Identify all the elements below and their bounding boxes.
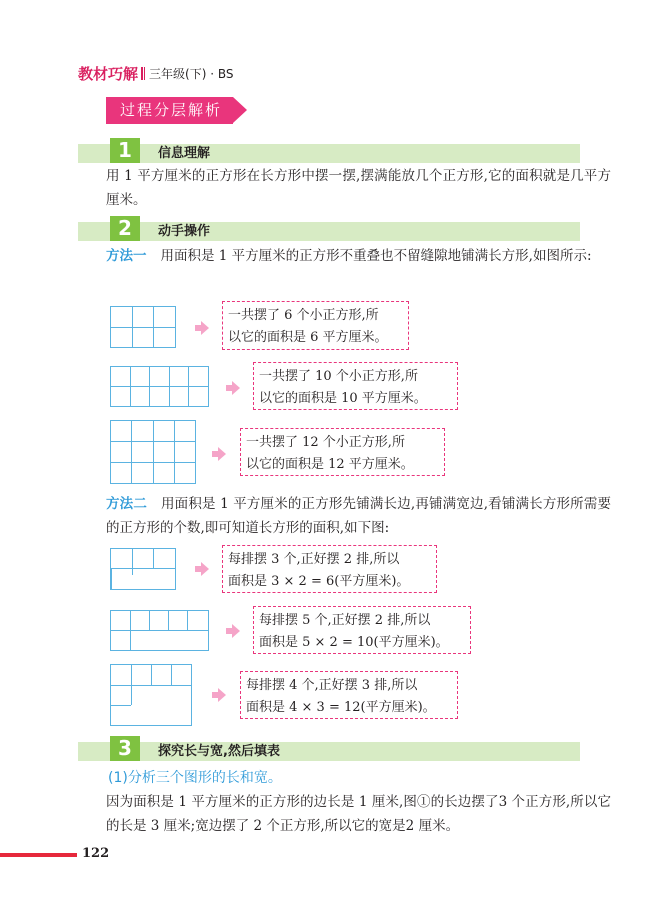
method2-label: 方法二 bbox=[106, 496, 148, 512]
section-title: 探究长与宽,然后填表 bbox=[158, 744, 280, 759]
grade-label: 三年级(下) · BS bbox=[149, 67, 234, 81]
info-paragraph: 用 1 平方厘米的正方形在长方形中摆一摆,摆满能放几个正方形,它的面积就是几平方厘米。 bbox=[106, 168, 611, 208]
section-title: 动手操作 bbox=[158, 224, 211, 239]
section3-subtitle: (1)分析三个图形的长和宽。 bbox=[108, 770, 282, 786]
ribbon-tip bbox=[233, 97, 247, 123]
section-ribbon: 过程分层解析 bbox=[106, 97, 233, 124]
book-title: 教材巧解 bbox=[78, 65, 139, 83]
grid-figure-2 bbox=[110, 366, 209, 407]
method2-text: 用面积是 1 平方厘米的正方形先铺满长边,再铺满宽边,看铺满长方形所需要的正方形的个数,即可知道长方形的面积,如下图: bbox=[106, 496, 611, 536]
section-title: 信息理解 bbox=[158, 146, 211, 161]
result-box-6: 每排摆 4 个,正好摆 3 排,所以 面积是 4 × 3 = 12(平方厘米)。 bbox=[240, 671, 458, 719]
header-divider bbox=[141, 67, 143, 80]
section-header-2 bbox=[78, 216, 580, 241]
section3-paragraph: 因为面积是 1 平方厘米的正方形的边长是 1 厘米,图①的长边摆了3 个正方形,所以它的长是 3 厘米;宽边摆了 2 个正方形,所以它的宽是2 厘米。 bbox=[106, 794, 611, 834]
page-number: 122 bbox=[82, 846, 110, 861]
result-box-4: 每排摆 3 个,正好摆 2 排,所以 面积是 3 × 2 = 6(平方厘米)。 bbox=[222, 545, 437, 593]
row-figure-3 bbox=[110, 664, 192, 726]
row-figure-2 bbox=[110, 610, 209, 651]
section-number: 1 bbox=[110, 138, 140, 163]
footer-bar bbox=[0, 853, 77, 857]
section-number: 3 bbox=[110, 736, 140, 761]
result-box-2: 一共摆了 10 个小正方形,所 以它的面积是 10 平方厘米。 bbox=[253, 362, 458, 410]
section-number: 2 bbox=[110, 216, 140, 241]
result-box-3: 一共摆了 12 个小正方形,所 以它的面积是 12 平方厘米。 bbox=[240, 428, 445, 476]
grid-figure-3 bbox=[110, 420, 196, 484]
running-header bbox=[78, 63, 233, 84]
section-header-1 bbox=[78, 138, 580, 163]
method1-label: 方法一 bbox=[106, 248, 147, 264]
method1-text: 用面积是 1 平方厘米的正方形不重叠也不留缝隙地铺满长方形,如图所示: bbox=[160, 248, 592, 264]
method2-paragraph bbox=[78, 492, 611, 540]
result-box-5: 每排摆 5 个,正好摆 2 排,所以 面积是 5 × 2 = 10(平方厘米)。 bbox=[253, 606, 471, 654]
section-header-3 bbox=[78, 736, 580, 761]
grid-figure-1 bbox=[110, 306, 176, 348]
method1-paragraph bbox=[78, 244, 611, 268]
result-box-1: 一共摆了 6 个小正方形,所 以它的面积是 6 平方厘米。 bbox=[222, 301, 409, 350]
row-figure-1 bbox=[110, 548, 176, 590]
